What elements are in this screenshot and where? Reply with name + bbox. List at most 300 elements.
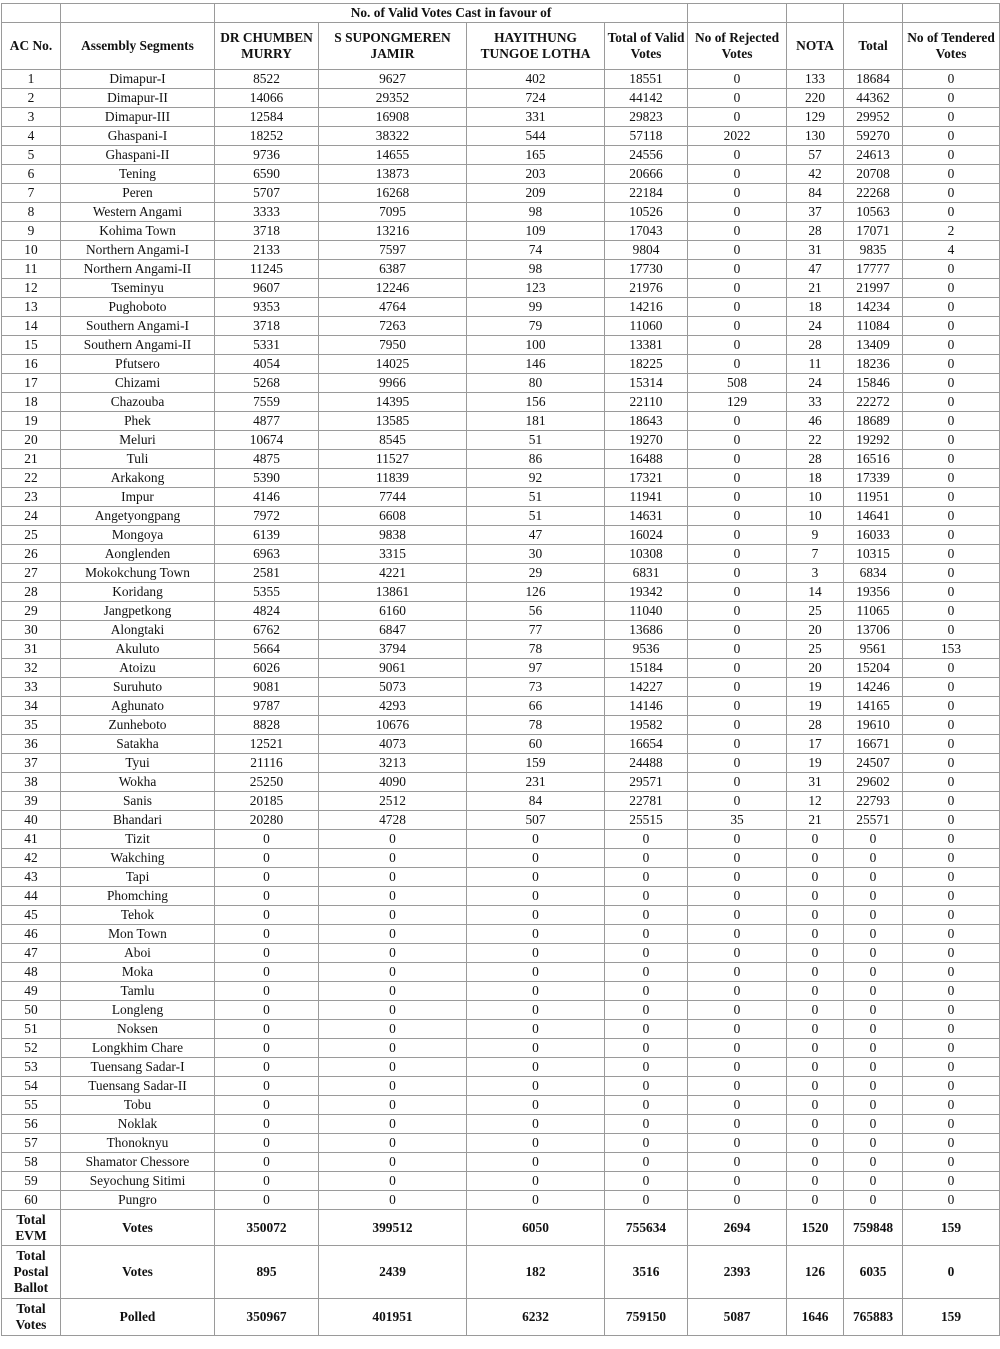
candidate-2-votes: 0 — [319, 1172, 467, 1191]
total-votes: 0 — [844, 925, 903, 944]
candidate-3-votes: 51 — [467, 431, 605, 450]
candidate-1-votes: 0 — [215, 963, 319, 982]
tendered-votes: 0 — [903, 754, 1000, 773]
tendered-votes: 0 — [903, 1001, 1000, 1020]
candidate-2-votes: 0 — [319, 849, 467, 868]
header-candidate-3: HAYITHUNG TUNGOE LOTHA — [467, 23, 605, 70]
total-votes: 0 — [844, 963, 903, 982]
candidate-1-votes: 11245 — [215, 260, 319, 279]
table-row — [2, 944, 1000, 963]
ac-number: 8 — [2, 203, 61, 222]
ac-number: 16 — [2, 355, 61, 374]
table-row — [2, 1039, 1000, 1058]
ac-number: 24 — [2, 507, 61, 526]
candidate-2-votes: 0 — [319, 1020, 467, 1039]
assembly-segment-name: Ghaspani-II — [61, 146, 215, 165]
total-votes: 11951 — [844, 488, 903, 507]
ac-number: 17 — [2, 374, 61, 393]
assembly-segment-name: Longkhim Chare — [61, 1039, 215, 1058]
assembly-segment-name: Tening — [61, 165, 215, 184]
ac-number: 6 — [2, 165, 61, 184]
total-polled-row — [2, 1299, 1000, 1336]
assembly-segment-name: Phomching — [61, 887, 215, 906]
total-votes: 0 — [844, 982, 903, 1001]
candidate-3-votes: 84 — [467, 792, 605, 811]
nota-votes: 0 — [787, 906, 844, 925]
candidate-3-votes: 74 — [467, 241, 605, 260]
nota-votes: 220 — [787, 89, 844, 108]
total-votes: 29952 — [844, 108, 903, 127]
ac-number: 21 — [2, 450, 61, 469]
candidate-2-votes: 7597 — [319, 241, 467, 260]
ac-number: 39 — [2, 792, 61, 811]
candidate-3-votes: 123 — [467, 279, 605, 298]
total-postal-candidate-1: 895 — [215, 1246, 319, 1299]
tendered-votes: 0 — [903, 697, 1000, 716]
total-valid-votes: 16654 — [605, 735, 688, 754]
candidate-1-votes: 0 — [215, 906, 319, 925]
total-valid-votes: 18643 — [605, 412, 688, 431]
candidate-1-votes: 4054 — [215, 355, 319, 374]
candidate-3-votes: 0 — [467, 849, 605, 868]
candidate-1-votes: 9353 — [215, 298, 319, 317]
table-row — [2, 431, 1000, 450]
rejected-votes: 0 — [688, 1096, 787, 1115]
ac-number: 45 — [2, 906, 61, 925]
ac-number: 36 — [2, 735, 61, 754]
candidate-1-votes: 20280 — [215, 811, 319, 830]
nota-votes: 0 — [787, 982, 844, 1001]
table-row — [2, 127, 1000, 146]
tendered-votes: 0 — [903, 70, 1000, 89]
candidate-3-votes: 0 — [467, 906, 605, 925]
total-valid-votes: 15184 — [605, 659, 688, 678]
candidate-2-votes: 13216 — [319, 222, 467, 241]
rejected-votes: 0 — [688, 260, 787, 279]
candidate-1-votes: 7972 — [215, 507, 319, 526]
tendered-votes: 153 — [903, 640, 1000, 659]
candidate-2-votes: 4221 — [319, 564, 467, 583]
candidate-1-votes: 0 — [215, 1191, 319, 1210]
nota-votes: 129 — [787, 108, 844, 127]
table-row — [2, 640, 1000, 659]
total-valid-votes: 15314 — [605, 374, 688, 393]
nota-votes: 19 — [787, 754, 844, 773]
nota-votes: 0 — [787, 1020, 844, 1039]
ac-number: 2 — [2, 89, 61, 108]
table-row — [2, 773, 1000, 792]
total-valid-votes: 14227 — [605, 678, 688, 697]
total-evm-sublabel: Votes — [61, 1210, 215, 1246]
assembly-segment-name: Meluri — [61, 431, 215, 450]
assembly-segment-name: Longleng — [61, 1001, 215, 1020]
candidate-1-votes: 0 — [215, 887, 319, 906]
nota-votes: 20 — [787, 621, 844, 640]
total-evm-candidate-1: 350072 — [215, 1210, 319, 1246]
total-votes: 19610 — [844, 716, 903, 735]
nota-votes: 133 — [787, 70, 844, 89]
nota-votes: 0 — [787, 1039, 844, 1058]
table-row — [2, 1115, 1000, 1134]
nota-votes: 24 — [787, 317, 844, 336]
candidate-1-votes: 0 — [215, 1077, 319, 1096]
nota-votes: 0 — [787, 1153, 844, 1172]
candidate-2-votes: 6160 — [319, 602, 467, 621]
total-valid-votes: 9804 — [605, 241, 688, 260]
candidate-3-votes: 92 — [467, 469, 605, 488]
total-postal-label: Total Postal Ballot — [2, 1246, 61, 1299]
assembly-segment-name: Northern Angami-II — [61, 260, 215, 279]
assembly-segment-name: Tehok — [61, 906, 215, 925]
assembly-segment-name: Atoizu — [61, 659, 215, 678]
ac-number: 1 — [2, 70, 61, 89]
table-row — [2, 488, 1000, 507]
table-row — [2, 849, 1000, 868]
candidate-3-votes: 0 — [467, 1077, 605, 1096]
candidate-2-votes: 6847 — [319, 621, 467, 640]
candidate-1-votes: 20185 — [215, 792, 319, 811]
tendered-votes: 0 — [903, 1172, 1000, 1191]
ac-number: 14 — [2, 317, 61, 336]
nota-votes: 12 — [787, 792, 844, 811]
table-row — [2, 1058, 1000, 1077]
total-valid-votes: 0 — [605, 944, 688, 963]
nota-votes: 0 — [787, 1096, 844, 1115]
total-evm-total: 759848 — [844, 1210, 903, 1246]
total-votes: 22793 — [844, 792, 903, 811]
total-votes: 19356 — [844, 583, 903, 602]
total-valid-votes: 11040 — [605, 602, 688, 621]
assembly-segment-name: Satakha — [61, 735, 215, 754]
tendered-votes: 0 — [903, 279, 1000, 298]
tendered-votes: 0 — [903, 431, 1000, 450]
candidate-3-votes: 73 — [467, 678, 605, 697]
rejected-votes: 129 — [688, 393, 787, 412]
rejected-votes: 0 — [688, 678, 787, 697]
total-votes: 25571 — [844, 811, 903, 830]
tendered-votes: 0 — [903, 545, 1000, 564]
assembly-segment-name: Impur — [61, 488, 215, 507]
assembly-segment-name: Ghaspani-I — [61, 127, 215, 146]
rejected-votes: 0 — [688, 868, 787, 887]
ac-number: 15 — [2, 336, 61, 355]
total-valid-votes: 10526 — [605, 203, 688, 222]
candidate-2-votes: 38322 — [319, 127, 467, 146]
candidate-1-votes: 6139 — [215, 526, 319, 545]
ac-number: 58 — [2, 1153, 61, 1172]
table-row — [2, 906, 1000, 925]
table-row — [2, 716, 1000, 735]
ac-number: 26 — [2, 545, 61, 564]
total-postal-nota: 126 — [787, 1246, 844, 1299]
candidate-1-votes: 10674 — [215, 431, 319, 450]
header-blank-rejected — [688, 4, 787, 23]
total-polled-label: Total Votes — [2, 1299, 61, 1336]
rejected-votes: 0 — [688, 1058, 787, 1077]
rejected-votes: 0 — [688, 545, 787, 564]
ac-number: 54 — [2, 1077, 61, 1096]
candidate-3-votes: 544 — [467, 127, 605, 146]
table-row — [2, 165, 1000, 184]
candidate-2-votes: 13585 — [319, 412, 467, 431]
candidate-1-votes: 9736 — [215, 146, 319, 165]
total-valid-votes: 0 — [605, 925, 688, 944]
total-polled-rejected: 5087 — [688, 1299, 787, 1336]
rejected-votes: 0 — [688, 184, 787, 203]
candidate-3-votes: 99 — [467, 298, 605, 317]
table-row — [2, 1020, 1000, 1039]
ac-number: 33 — [2, 678, 61, 697]
table-row — [2, 393, 1000, 412]
candidate-2-votes: 8545 — [319, 431, 467, 450]
total-postal-row — [2, 1246, 1000, 1299]
candidate-3-votes: 51 — [467, 507, 605, 526]
candidate-2-votes: 13861 — [319, 583, 467, 602]
candidate-3-votes: 181 — [467, 412, 605, 431]
total-postal-rejected: 2393 — [688, 1246, 787, 1299]
total-votes: 0 — [844, 1134, 903, 1153]
candidate-3-votes: 165 — [467, 146, 605, 165]
candidate-2-votes: 0 — [319, 868, 467, 887]
total-votes: 0 — [844, 1096, 903, 1115]
header-candidate-1: DR CHUMBEN MURRY — [215, 23, 319, 70]
candidate-1-votes: 3333 — [215, 203, 319, 222]
candidate-3-votes: 159 — [467, 754, 605, 773]
rejected-votes: 0 — [688, 336, 787, 355]
tendered-votes: 0 — [903, 1115, 1000, 1134]
candidate-1-votes: 0 — [215, 1058, 319, 1077]
total-polled-candidate-2: 401951 — [319, 1299, 467, 1336]
total-valid-votes: 24488 — [605, 754, 688, 773]
candidate-2-votes: 7950 — [319, 336, 467, 355]
ac-number: 57 — [2, 1134, 61, 1153]
assembly-segment-name: Phek — [61, 412, 215, 431]
candidate-1-votes: 5707 — [215, 184, 319, 203]
candidate-3-votes: 0 — [467, 1020, 605, 1039]
table-row — [2, 697, 1000, 716]
rejected-votes: 0 — [688, 640, 787, 659]
tendered-votes: 0 — [903, 526, 1000, 545]
candidate-1-votes: 12584 — [215, 108, 319, 127]
total-votes: 13706 — [844, 621, 903, 640]
total-votes: 16671 — [844, 735, 903, 754]
nota-votes: 0 — [787, 830, 844, 849]
ac-number: 49 — [2, 982, 61, 1001]
total-votes: 10563 — [844, 203, 903, 222]
nota-votes: 33 — [787, 393, 844, 412]
total-valid-votes: 0 — [605, 830, 688, 849]
tendered-votes: 0 — [903, 393, 1000, 412]
table-row — [2, 887, 1000, 906]
total-votes: 0 — [844, 1077, 903, 1096]
candidate-3-votes: 209 — [467, 184, 605, 203]
candidate-3-votes: 0 — [467, 1096, 605, 1115]
candidate-3-votes: 100 — [467, 336, 605, 355]
ac-number: 9 — [2, 222, 61, 241]
candidate-1-votes: 2581 — [215, 564, 319, 583]
nota-votes: 25 — [787, 640, 844, 659]
total-postal-tendered: 0 — [903, 1246, 1000, 1299]
total-polled-total: 765883 — [844, 1299, 903, 1336]
assembly-segment-name: Shamator Chessore — [61, 1153, 215, 1172]
assembly-segment-name: Arkakong — [61, 469, 215, 488]
candidate-1-votes: 0 — [215, 1020, 319, 1039]
table-row — [2, 868, 1000, 887]
table-row — [2, 1096, 1000, 1115]
tendered-votes: 0 — [903, 127, 1000, 146]
assembly-segment-name: Akuluto — [61, 640, 215, 659]
candidate-3-votes: 0 — [467, 887, 605, 906]
rejected-votes: 0 — [688, 108, 787, 127]
total-postal-candidate-2: 2439 — [319, 1246, 467, 1299]
candidate-1-votes: 6026 — [215, 659, 319, 678]
rejected-votes: 0 — [688, 1020, 787, 1039]
table-row — [2, 203, 1000, 222]
table-row — [2, 222, 1000, 241]
tendered-votes: 0 — [903, 868, 1000, 887]
header-row-group — [2, 4, 1000, 23]
total-votes: 44362 — [844, 89, 903, 108]
nota-votes: 28 — [787, 222, 844, 241]
table-header — [2, 4, 1000, 70]
total-votes: 0 — [844, 1020, 903, 1039]
assembly-segment-name: Suruhuto — [61, 678, 215, 697]
table-totals — [2, 1210, 1000, 1336]
total-valid-votes: 29823 — [605, 108, 688, 127]
rejected-votes: 0 — [688, 1001, 787, 1020]
candidate-3-votes: 98 — [467, 203, 605, 222]
total-votes: 0 — [844, 1001, 903, 1020]
candidate-1-votes: 0 — [215, 944, 319, 963]
candidate-1-votes: 0 — [215, 1001, 319, 1020]
rejected-votes: 0 — [688, 450, 787, 469]
candidate-1-votes: 12521 — [215, 735, 319, 754]
candidate-2-votes: 0 — [319, 1058, 467, 1077]
ac-number: 55 — [2, 1096, 61, 1115]
total-valid-votes: 0 — [605, 1172, 688, 1191]
total-polled-valid: 759150 — [605, 1299, 688, 1336]
ac-number: 28 — [2, 583, 61, 602]
ac-number: 47 — [2, 944, 61, 963]
assembly-segment-name: Zunheboto — [61, 716, 215, 735]
table-row — [2, 279, 1000, 298]
total-votes: 0 — [844, 868, 903, 887]
candidate-2-votes: 0 — [319, 925, 467, 944]
candidate-1-votes: 7559 — [215, 393, 319, 412]
ac-number: 20 — [2, 431, 61, 450]
ac-number: 12 — [2, 279, 61, 298]
table-row — [2, 1134, 1000, 1153]
candidate-2-votes: 3794 — [319, 640, 467, 659]
tendered-votes: 0 — [903, 1077, 1000, 1096]
tendered-votes: 0 — [903, 355, 1000, 374]
total-valid-votes: 6831 — [605, 564, 688, 583]
rejected-votes: 0 — [688, 849, 787, 868]
rejected-votes: 0 — [688, 412, 787, 431]
candidate-1-votes: 0 — [215, 830, 319, 849]
total-votes: 15846 — [844, 374, 903, 393]
table-row — [2, 659, 1000, 678]
assembly-segment-name: Northern Angami-I — [61, 241, 215, 260]
candidate-3-votes: 80 — [467, 374, 605, 393]
candidate-3-votes: 724 — [467, 89, 605, 108]
total-votes: 24507 — [844, 754, 903, 773]
table-row — [2, 830, 1000, 849]
candidate-3-votes: 30 — [467, 545, 605, 564]
total-valid-votes: 20666 — [605, 165, 688, 184]
nota-votes: 25 — [787, 602, 844, 621]
candidate-3-votes: 0 — [467, 1172, 605, 1191]
assembly-segment-name: Jangpetkong — [61, 602, 215, 621]
rejected-votes: 0 — [688, 1153, 787, 1172]
ac-number: 19 — [2, 412, 61, 431]
total-valid-votes: 22781 — [605, 792, 688, 811]
total-votes: 0 — [844, 1039, 903, 1058]
ac-number: 13 — [2, 298, 61, 317]
candidate-1-votes: 0 — [215, 849, 319, 868]
table-row — [2, 526, 1000, 545]
candidate-3-votes: 0 — [467, 982, 605, 1001]
ac-number: 34 — [2, 697, 61, 716]
tendered-votes: 0 — [903, 184, 1000, 203]
ac-number: 30 — [2, 621, 61, 640]
total-valid-votes: 24556 — [605, 146, 688, 165]
table-row — [2, 336, 1000, 355]
total-votes: 0 — [844, 906, 903, 925]
assembly-segment-name: Mon Town — [61, 925, 215, 944]
candidate-3-votes: 60 — [467, 735, 605, 754]
total-valid-votes: 0 — [605, 868, 688, 887]
total-valid-votes: 0 — [605, 982, 688, 1001]
rejected-votes: 0 — [688, 982, 787, 1001]
rejected-votes: 0 — [688, 70, 787, 89]
total-votes: 0 — [844, 887, 903, 906]
tendered-votes: 0 — [903, 583, 1000, 602]
nota-votes: 3 — [787, 564, 844, 583]
assembly-segment-name: Aboi — [61, 944, 215, 963]
candidate-2-votes: 4764 — [319, 298, 467, 317]
total-valid-votes: 19582 — [605, 716, 688, 735]
nota-votes: 31 — [787, 773, 844, 792]
table-row — [2, 108, 1000, 127]
rejected-votes: 0 — [688, 906, 787, 925]
table-row — [2, 982, 1000, 1001]
assembly-segment-name: Aonglenden — [61, 545, 215, 564]
total-valid-votes: 0 — [605, 1020, 688, 1039]
total-votes: 0 — [844, 849, 903, 868]
total-valid-votes: 14631 — [605, 507, 688, 526]
candidate-3-votes: 78 — [467, 716, 605, 735]
tendered-votes: 0 — [903, 146, 1000, 165]
candidate-3-votes: 203 — [467, 165, 605, 184]
tendered-votes: 0 — [903, 716, 1000, 735]
assembly-segment-name: Chizami — [61, 374, 215, 393]
tendered-votes: 0 — [903, 1134, 1000, 1153]
rejected-votes: 0 — [688, 602, 787, 621]
candidate-3-votes: 146 — [467, 355, 605, 374]
assembly-segment-name: Mokokchung Town — [61, 564, 215, 583]
assembly-segment-name: Western Angami — [61, 203, 215, 222]
nota-votes: 0 — [787, 1134, 844, 1153]
total-votes: 22268 — [844, 184, 903, 203]
total-polled-sublabel: Polled — [61, 1299, 215, 1336]
total-evm-nota: 1520 — [787, 1210, 844, 1246]
candidate-3-votes: 0 — [467, 830, 605, 849]
candidate-2-votes: 4728 — [319, 811, 467, 830]
total-valid-votes: 0 — [605, 887, 688, 906]
nota-votes: 130 — [787, 127, 844, 146]
total-postal-sublabel: Votes — [61, 1246, 215, 1299]
